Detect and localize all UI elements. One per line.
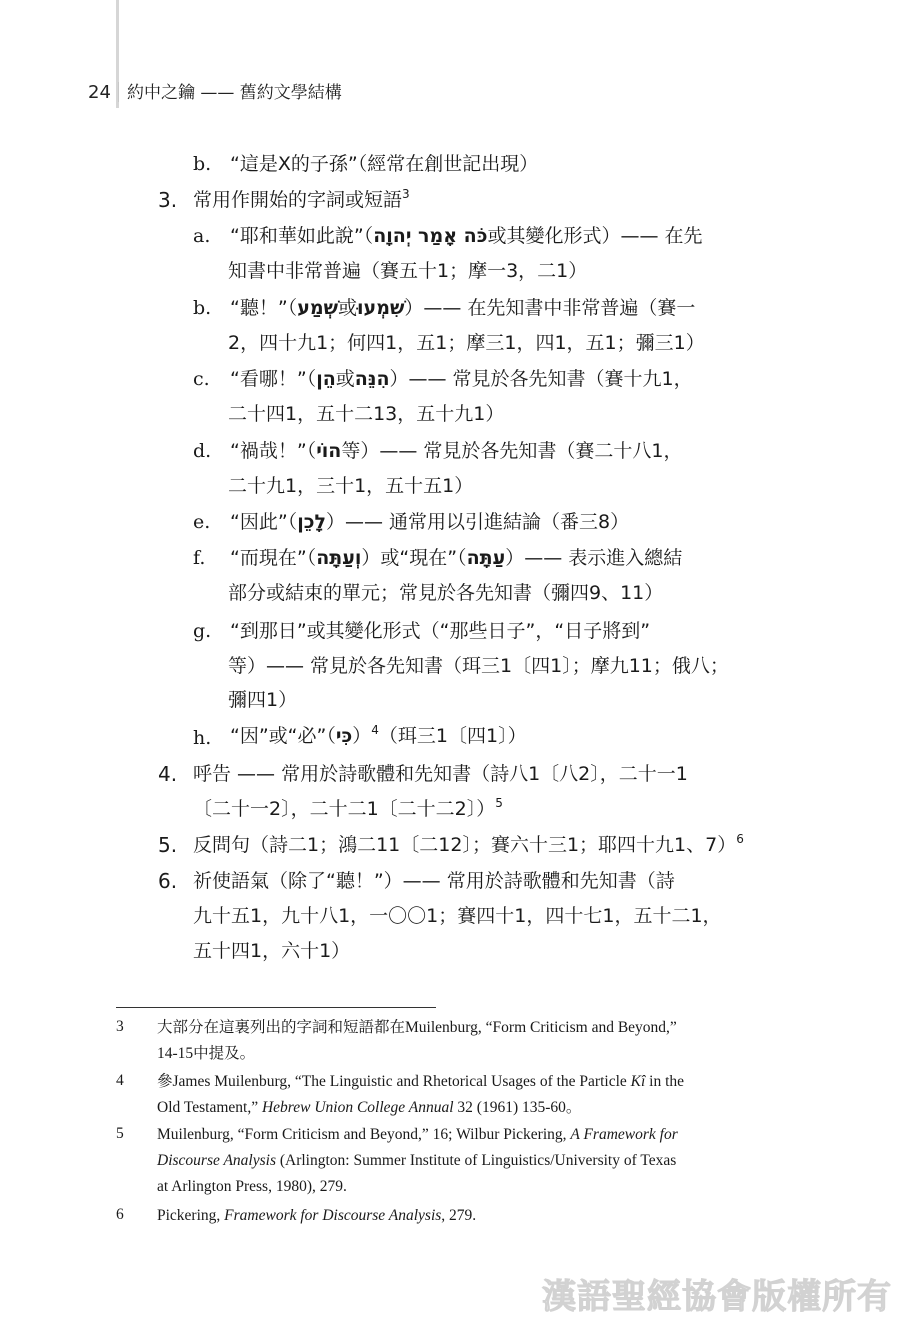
hebrew-text: כֹּה אָמַר יְהוָה [373, 225, 488, 247]
item-f-line2: 部分或結束的單元；常見於各先知書（彌四9、11） [228, 582, 664, 604]
item-5-line1: 反問句（詩二1；鴻二11〔二12〕；賽六十三1；耶四十九1、7）$^6$ [193, 832, 744, 856]
hebrew-text: כִּי [335, 725, 353, 747]
item-marker-g: g. [193, 620, 212, 642]
footnote-number-3: 3 [116, 1018, 124, 1035]
item-b-line2: 2，四十九1；何四1，五1；摩三1，四1，五1；彌三1） [228, 332, 705, 354]
footnote-number-6: 6 [116, 1206, 124, 1223]
hebrew-text: שִׁמְעוּ [357, 297, 405, 319]
header-divider [118, 82, 119, 102]
item-6-line1: 祈使語氣（除了“聽！”）—— 常用於詩歌體和先知書（詩 [193, 870, 675, 892]
hebrew-text: עַתָּה [466, 547, 506, 569]
item-b-line1: “聽！”（שְׁמַע或שִׁמְעוּ）—— 在先知書中非常普遍（賽一 [230, 297, 696, 319]
item-marker-3: 3. [158, 188, 178, 212]
item-marker-6: 6. [158, 869, 178, 893]
running-head [88, 78, 342, 103]
item-g-line1: “到那日”或其變化形式（“那些日子”，“日子將到” [230, 620, 651, 642]
item-g-line3: 彌四1） [228, 689, 298, 711]
item-marker-c: c. [193, 368, 210, 390]
item-6-line3: 五十四1，六十1） [193, 940, 351, 962]
footnote-number-5: 5 [116, 1125, 124, 1142]
hebrew-text: לָכֵן [297, 511, 326, 533]
hebrew-text: וְעַתָּה [316, 547, 362, 569]
footnote-6: Pickering, Framework for Discourse Analysis, 279. [157, 1207, 477, 1224]
item-marker-4: 4. [158, 762, 178, 786]
item-marker-b: b. [193, 297, 212, 319]
footnote-ref-3[interactable]: 3 [402, 187, 410, 201]
item-d-line1: “禍哉！”（הוֹי等）—— 常見於各先知書（賽二十八1， [230, 440, 683, 462]
item-4-line2: 〔二十一2〕，二十二1〔二十二2〕）$^5$ [193, 796, 503, 820]
footnote-ref-4[interactable]: 4 [371, 723, 379, 737]
hebrew-text: שְׁמַע [297, 297, 338, 319]
item-marker-a: a. [193, 225, 211, 247]
footnote-5: Muilenburg, “Form Criticism and Beyond,” 16; Wilbur Pickering, A Framework for Discourse Analysis (Arlington: Summer Institute of Linguistics/University of Texas at Arlington Press, 1980), 279. [157, 1126, 678, 1195]
book-title: 約中之鑰 —— 舊約文學結構 [127, 83, 342, 103]
footnote-number-4: 4 [116, 1072, 124, 1089]
footnote-ref-6[interactable]: 6 [736, 832, 744, 846]
item-6-line2: 九十五1，九十八1，一〇〇1；賽四十1，四十七1，五十二1， [193, 905, 722, 927]
footnote-3: 大部分在這裏列出的字詞和短語都在Muilenburg, “Form Criticism and Beyond,” 14-15中提及。 [157, 1019, 677, 1062]
item-g-line2: 等）—— 常見於各先知書（珥三1〔四1〕；摩九11；俄八； [228, 655, 729, 677]
item-marker-d: d. [193, 440, 212, 462]
item-c-line2: 二十四1，五十二13，五十九1） [228, 403, 505, 425]
item-marker-e: e. [193, 511, 211, 533]
item-marker-h: h. [193, 727, 212, 749]
item-c-line1: “看哪！”（הֵן或הִנֵּה）—— 常見於各先知書（賽十九1， [230, 368, 693, 390]
item-marker-f: f. [193, 547, 206, 569]
item-4-line1: 呼告 —— 常用於詩歌體和先知書（詩八1〔八2〕，二十一1 [193, 763, 688, 785]
hebrew-text: הִנֵּה [354, 368, 390, 390]
item-b-top-text: “這是X的子孫”（經常在創世記出現） [230, 153, 539, 175]
page-number: 24 [88, 82, 111, 103]
footnote-ref-5[interactable]: 5 [495, 796, 503, 810]
item-f-line1: “而現在”（וְעַתָּה）或“現在”（עַתָּה）—— 表示進入總結 [230, 547, 683, 569]
hebrew-text: הוֹי [316, 440, 342, 462]
item-e-line1: “因此”（לָכֵן）—— 通常用以引進結論（番三8） [230, 511, 630, 533]
item-marker-b-top: b. [193, 153, 212, 175]
copyright-watermark: 漢語聖經協會版權所有 [542, 1277, 892, 1317]
hebrew-text: הֵן [316, 368, 336, 390]
item-d-line2: 二十九1，三十1，五十五1） [228, 475, 474, 497]
footnote-4: 參James Muilenburg, “The Linguistic and Rhetorical Usages of the Particle Kî in the Old Testament,” Hebrew Union College Annual 32 (1961) 135-60。 [157, 1073, 685, 1116]
item-a-line2: 知書中非常普遍（賽五十1；摩一3，二1） [228, 260, 588, 282]
item-marker-5: 5. [158, 833, 178, 857]
footnote-rule [116, 1007, 436, 1008]
item-3-text: 常用作開始的字詞或短語$^3$ [193, 187, 410, 211]
item-h-line1: “因”或“必”（כִּי）$^4$（珥三1〔四1〕） [230, 723, 527, 747]
item-a-line1: “耶和華如此說”（כֹּה אָמַר יְהוָה或其變化形式）—— 在先 [230, 225, 703, 247]
